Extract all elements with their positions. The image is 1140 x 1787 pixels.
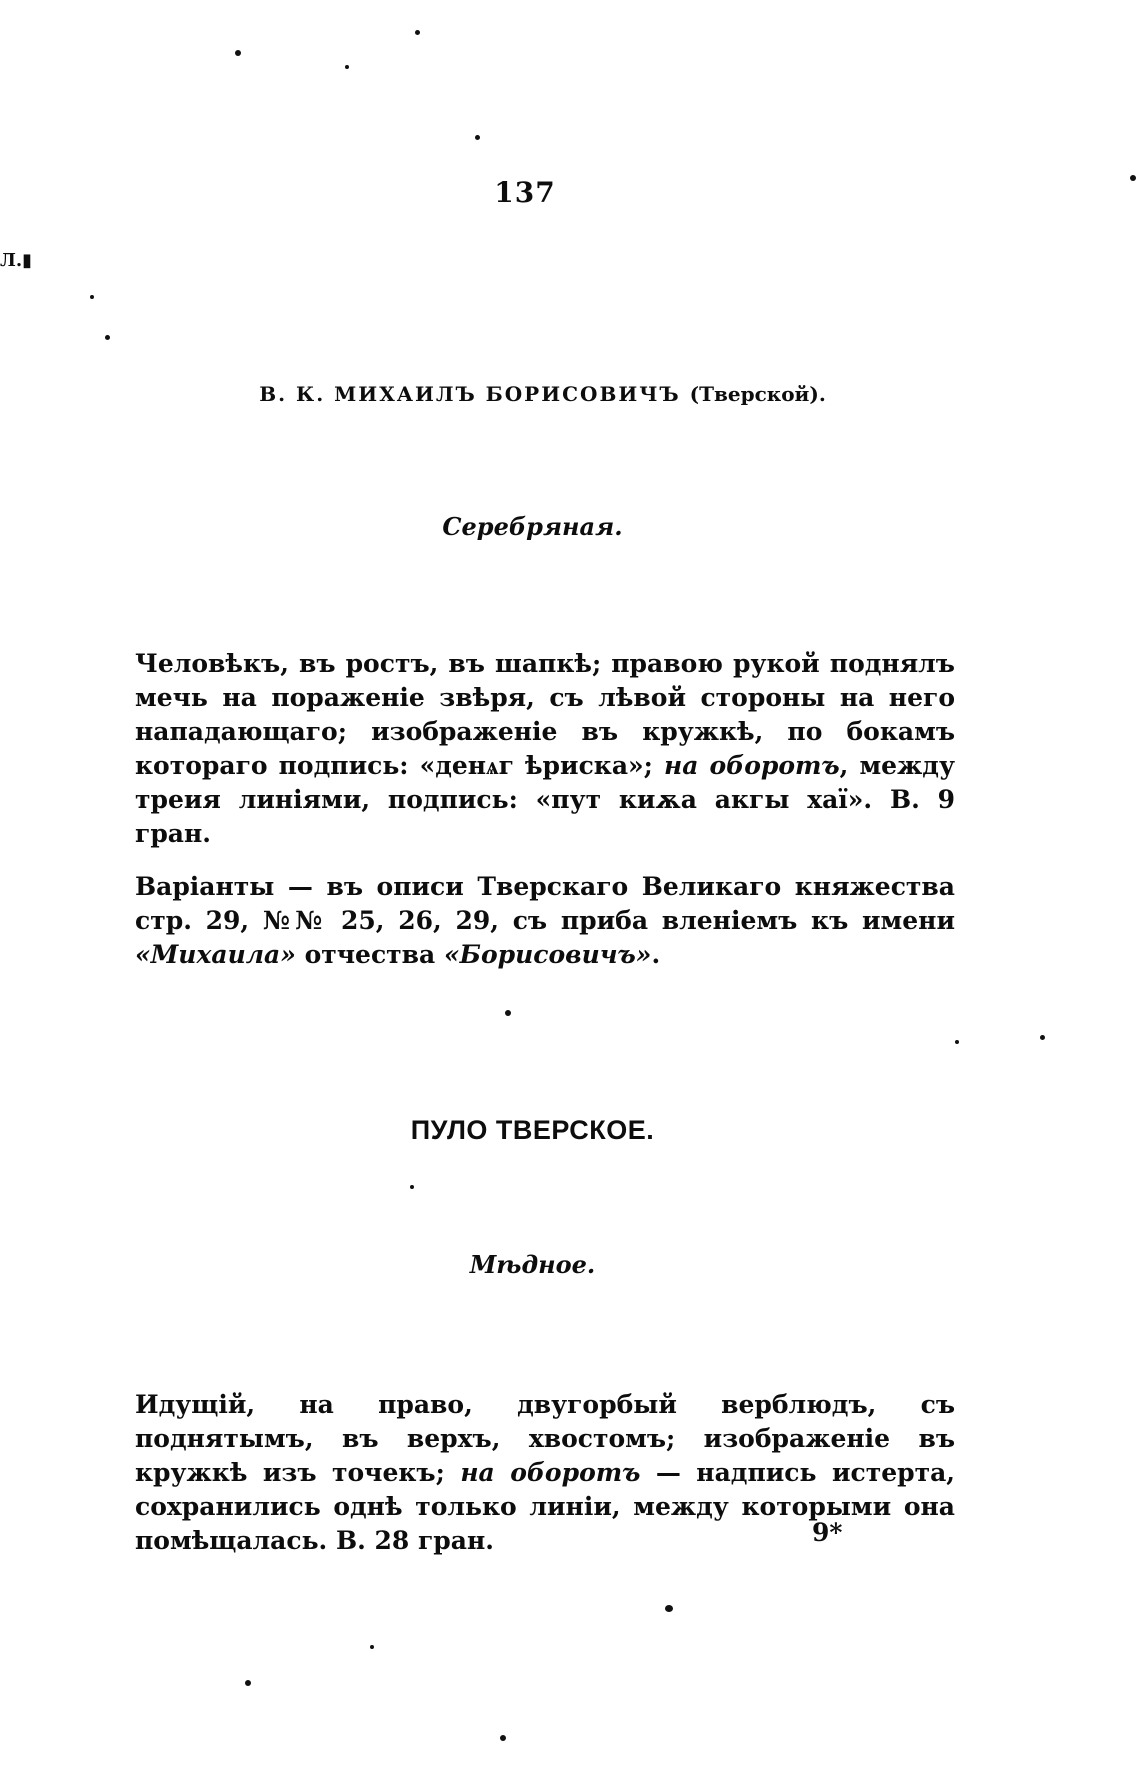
scan-speck <box>370 1645 374 1649</box>
text-run-italic: «Михаила» <box>135 940 296 969</box>
scan-speck <box>475 135 480 140</box>
variants-paragraph <box>135 870 955 972</box>
ruler-region: (Тверской). <box>689 382 826 406</box>
edge-mark: Л.▮ <box>0 250 33 271</box>
coin-material-copper: Мѣдное. <box>469 1250 596 1279</box>
scan-speck <box>955 1040 959 1044</box>
scan-speck <box>245 1680 251 1686</box>
scan-speck <box>415 30 420 35</box>
section-title: ПУЛО ТВЕРСКОЕ. <box>410 1115 655 1145</box>
scan-speck <box>1040 1035 1045 1040</box>
scan-speck <box>500 1735 506 1741</box>
text-run: — надпись истерта, сохранились однѣ только линіи, между которыми она помѣщалась. В. 28 гран. <box>135 1458 955 1555</box>
ruler-heading <box>0 382 1085 406</box>
text-run: Варіанты — въ описи Тверскаго Великаго княжества стр. 29, №№ 25, 26, 29, съ приба вленіемъ къ имени <box>135 872 955 935</box>
text-run-italic: «Борисовичъ» <box>443 940 652 969</box>
scan-speck <box>505 1010 511 1016</box>
scan-speck <box>410 1185 414 1189</box>
scan-speck <box>235 50 241 56</box>
page-number: 137 <box>494 176 556 209</box>
scan-speck <box>90 295 94 299</box>
coin-description-paragraph <box>135 647 955 851</box>
scan-speck <box>345 65 349 69</box>
text-run: Человѣкъ, въ ростъ, въ шапкѣ; правою рукой поднялъ мечь на пораженіе звѣря, съ лѣвой стороны на него нападающаго; изображеніе въ кружкѣ, по бокамъ котораго подпись: «денѧг ѣриска»; <box>135 649 955 780</box>
ruler-name: В. К. МИХАИЛЪ БОРИСОВИЧЪ <box>259 382 681 406</box>
text-run: отчества <box>295 940 444 969</box>
scan-speck <box>105 335 110 340</box>
scan-speck <box>1130 175 1136 181</box>
scan-speck <box>665 1605 673 1612</box>
signature-mark: 9* <box>812 1518 843 1547</box>
text-run: Идущій, на право, двугорбый верблюдъ, съ поднятымъ, въ верхъ, хвостомъ; изображеніе въ кружкѣ изъ точекъ; <box>135 1390 955 1487</box>
text-run-italic: на оборотъ <box>663 751 840 780</box>
coin-material-silver: Серебряная. <box>442 512 623 541</box>
text-run: , между треия линіями, подпись: «пут киѫа акгы хаї». В. 9 гран. <box>135 751 955 848</box>
text-run: . <box>651 940 661 969</box>
text-run-italic: на оборотъ <box>460 1458 641 1487</box>
